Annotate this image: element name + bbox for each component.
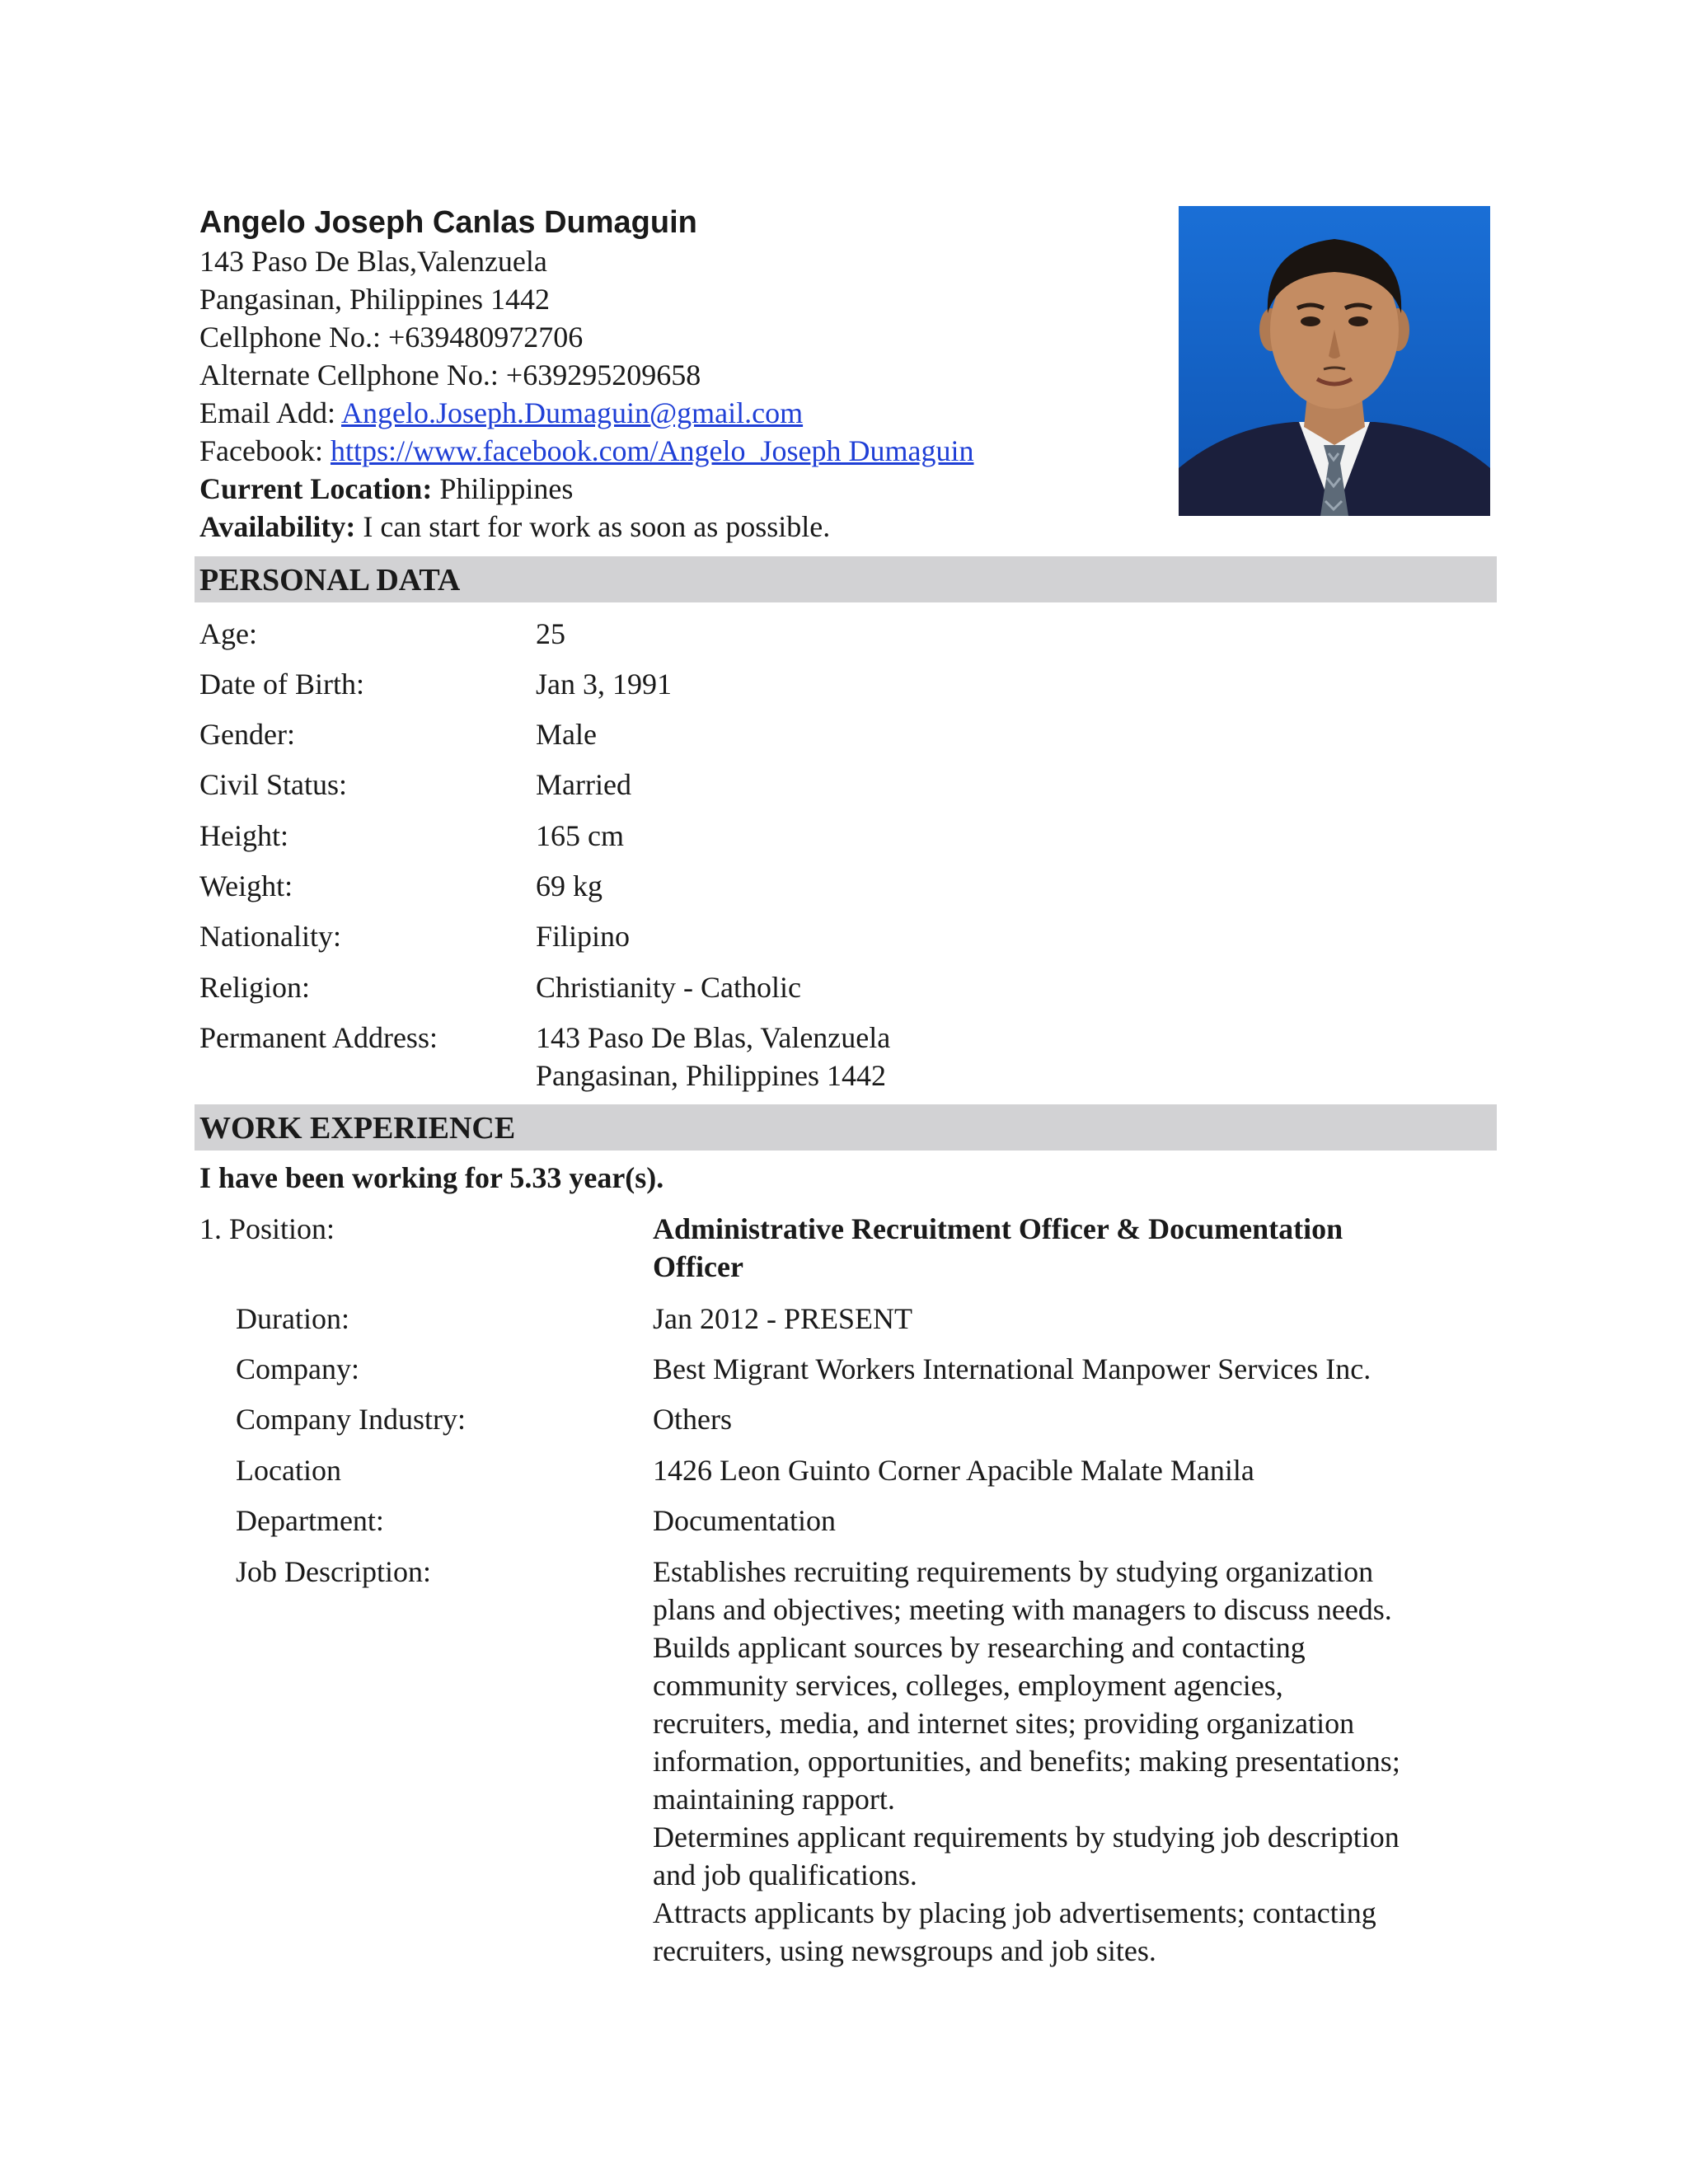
personal-weight-value: 69 kg xyxy=(536,869,603,902)
cellphone-line xyxy=(199,318,974,356)
work-summary: I have been working for 5.33 year(s). xyxy=(199,1161,664,1194)
work-description-line: information, opportunities, and benefits; making presentations; xyxy=(653,1745,1400,1778)
work-description-line: plans and objectives; meeting with managers to discuss needs. xyxy=(653,1593,1392,1626)
personal-age-label: Age: xyxy=(199,617,257,650)
email-line xyxy=(199,394,974,432)
availability-label: Availability: xyxy=(199,510,356,543)
cellphone-label: Cellphone No.: xyxy=(199,321,388,354)
contact-block xyxy=(199,242,974,546)
personal-data-heading: PERSONAL DATA xyxy=(199,563,461,598)
work-description-line: recruiters, using newsgroups and job sites. xyxy=(653,1934,1156,1967)
address-line-2: Pangasinan, Philippines 1442 xyxy=(199,283,550,316)
personal-height-value: 165 cm xyxy=(536,819,624,852)
work-duration-label: Duration: xyxy=(236,1302,349,1335)
location-line xyxy=(199,470,974,508)
applicant-name: Angelo Joseph Canlas Dumaguin xyxy=(199,205,697,240)
work-industry-label: Company Industry: xyxy=(236,1403,466,1436)
work-experience-heading: WORK EXPERIENCE xyxy=(199,1111,516,1146)
personal-gender-label: Gender: xyxy=(199,718,295,751)
work-description-line: community services, colleges, employment agencies, xyxy=(653,1669,1283,1702)
work-position-value-line-2: Officer xyxy=(653,1250,743,1283)
work-department-value: Documentation xyxy=(653,1504,836,1537)
personal-civil-status-label: Civil Status: xyxy=(199,768,348,801)
alt-cellphone-value: +639295209658 xyxy=(505,359,701,391)
personal-address-label: Permanent Address: xyxy=(199,1021,438,1054)
facebook-line xyxy=(199,432,974,470)
personal-data-header xyxy=(195,556,1497,602)
personal-gender-value: Male xyxy=(536,718,597,751)
personal-address-line-2: Pangasinan, Philippines 1442 xyxy=(536,1059,886,1092)
work-description-line: Establishes recruiting requirements by studying organization xyxy=(653,1555,1374,1588)
work-location-label: Location xyxy=(236,1454,341,1487)
work-experience-header xyxy=(195,1104,1497,1151)
alt-cellphone-line xyxy=(199,356,974,394)
email-label: Email Add: xyxy=(199,396,342,429)
facebook-link[interactable]: https://www.facebook.com/Angelo_Joseph Dumaguin xyxy=(330,434,974,467)
work-department-label: Department: xyxy=(236,1504,384,1537)
personal-civil-status-value: Married xyxy=(536,768,631,801)
address-line-1: 143 Paso De Blas,Valenzuela xyxy=(199,245,547,278)
personal-nationality-value: Filipino xyxy=(536,920,631,953)
applicant-photo xyxy=(1179,206,1490,516)
facebook-label: Facebook: xyxy=(199,434,331,467)
work-position-label: 1. Position: xyxy=(199,1212,335,1245)
personal-dob-value: Jan 3, 1991 xyxy=(536,668,672,701)
work-description-line: Builds applicant sources by researching and contacting xyxy=(653,1631,1306,1664)
work-industry-value: Others xyxy=(653,1403,732,1436)
work-duration-value: Jan 2012 - PRESENT xyxy=(653,1302,912,1335)
availability-line xyxy=(199,508,974,546)
work-company-value: Best Migrant Workers International Manpower Services Inc. xyxy=(653,1352,1372,1385)
email-link[interactable]: Angelo.Joseph.Dumaguin@gmail.com xyxy=(341,396,804,429)
work-description-line: and job qualifications. xyxy=(653,1858,917,1891)
personal-weight-label: Weight: xyxy=(199,869,293,902)
work-position-value-line-1: Administrative Recruitment Officer & Documentation xyxy=(653,1212,1343,1245)
personal-religion-value: Christianity - Catholic xyxy=(536,971,801,1004)
personal-age-value: 25 xyxy=(536,617,565,650)
work-description-line: Determines applicant requirements by studying job description xyxy=(653,1821,1400,1854)
personal-religion-label: Religion: xyxy=(199,971,310,1004)
work-description-line: Attracts applicants by placing job advertisements; contacting xyxy=(653,1896,1376,1929)
personal-nationality-label: Nationality: xyxy=(199,920,341,953)
alt-cellphone-label: Alternate Cellphone No.: xyxy=(199,359,506,391)
work-description-line: maintaining rapport. xyxy=(653,1783,895,1816)
personal-height-label: Height: xyxy=(199,819,288,852)
personal-dob-label: Date of Birth: xyxy=(199,668,364,701)
availability-value: I can start for work as soon as possible. xyxy=(355,510,831,543)
location-label: Current Location: xyxy=(199,472,433,505)
location-value: Philippines xyxy=(432,472,574,505)
personal-address-value: 143 Paso De Blas, Valenzuela xyxy=(536,1021,891,1054)
work-company-label: Company: xyxy=(236,1352,359,1385)
work-location-value: 1426 Leon Guinto Corner Apacible Malate Manila xyxy=(653,1454,1254,1487)
cellphone-value: +639480972706 xyxy=(387,321,584,354)
work-description-label: Job Description: xyxy=(236,1555,431,1588)
work-description-line: recruiters, media, and internet sites; providing organization xyxy=(653,1707,1355,1740)
